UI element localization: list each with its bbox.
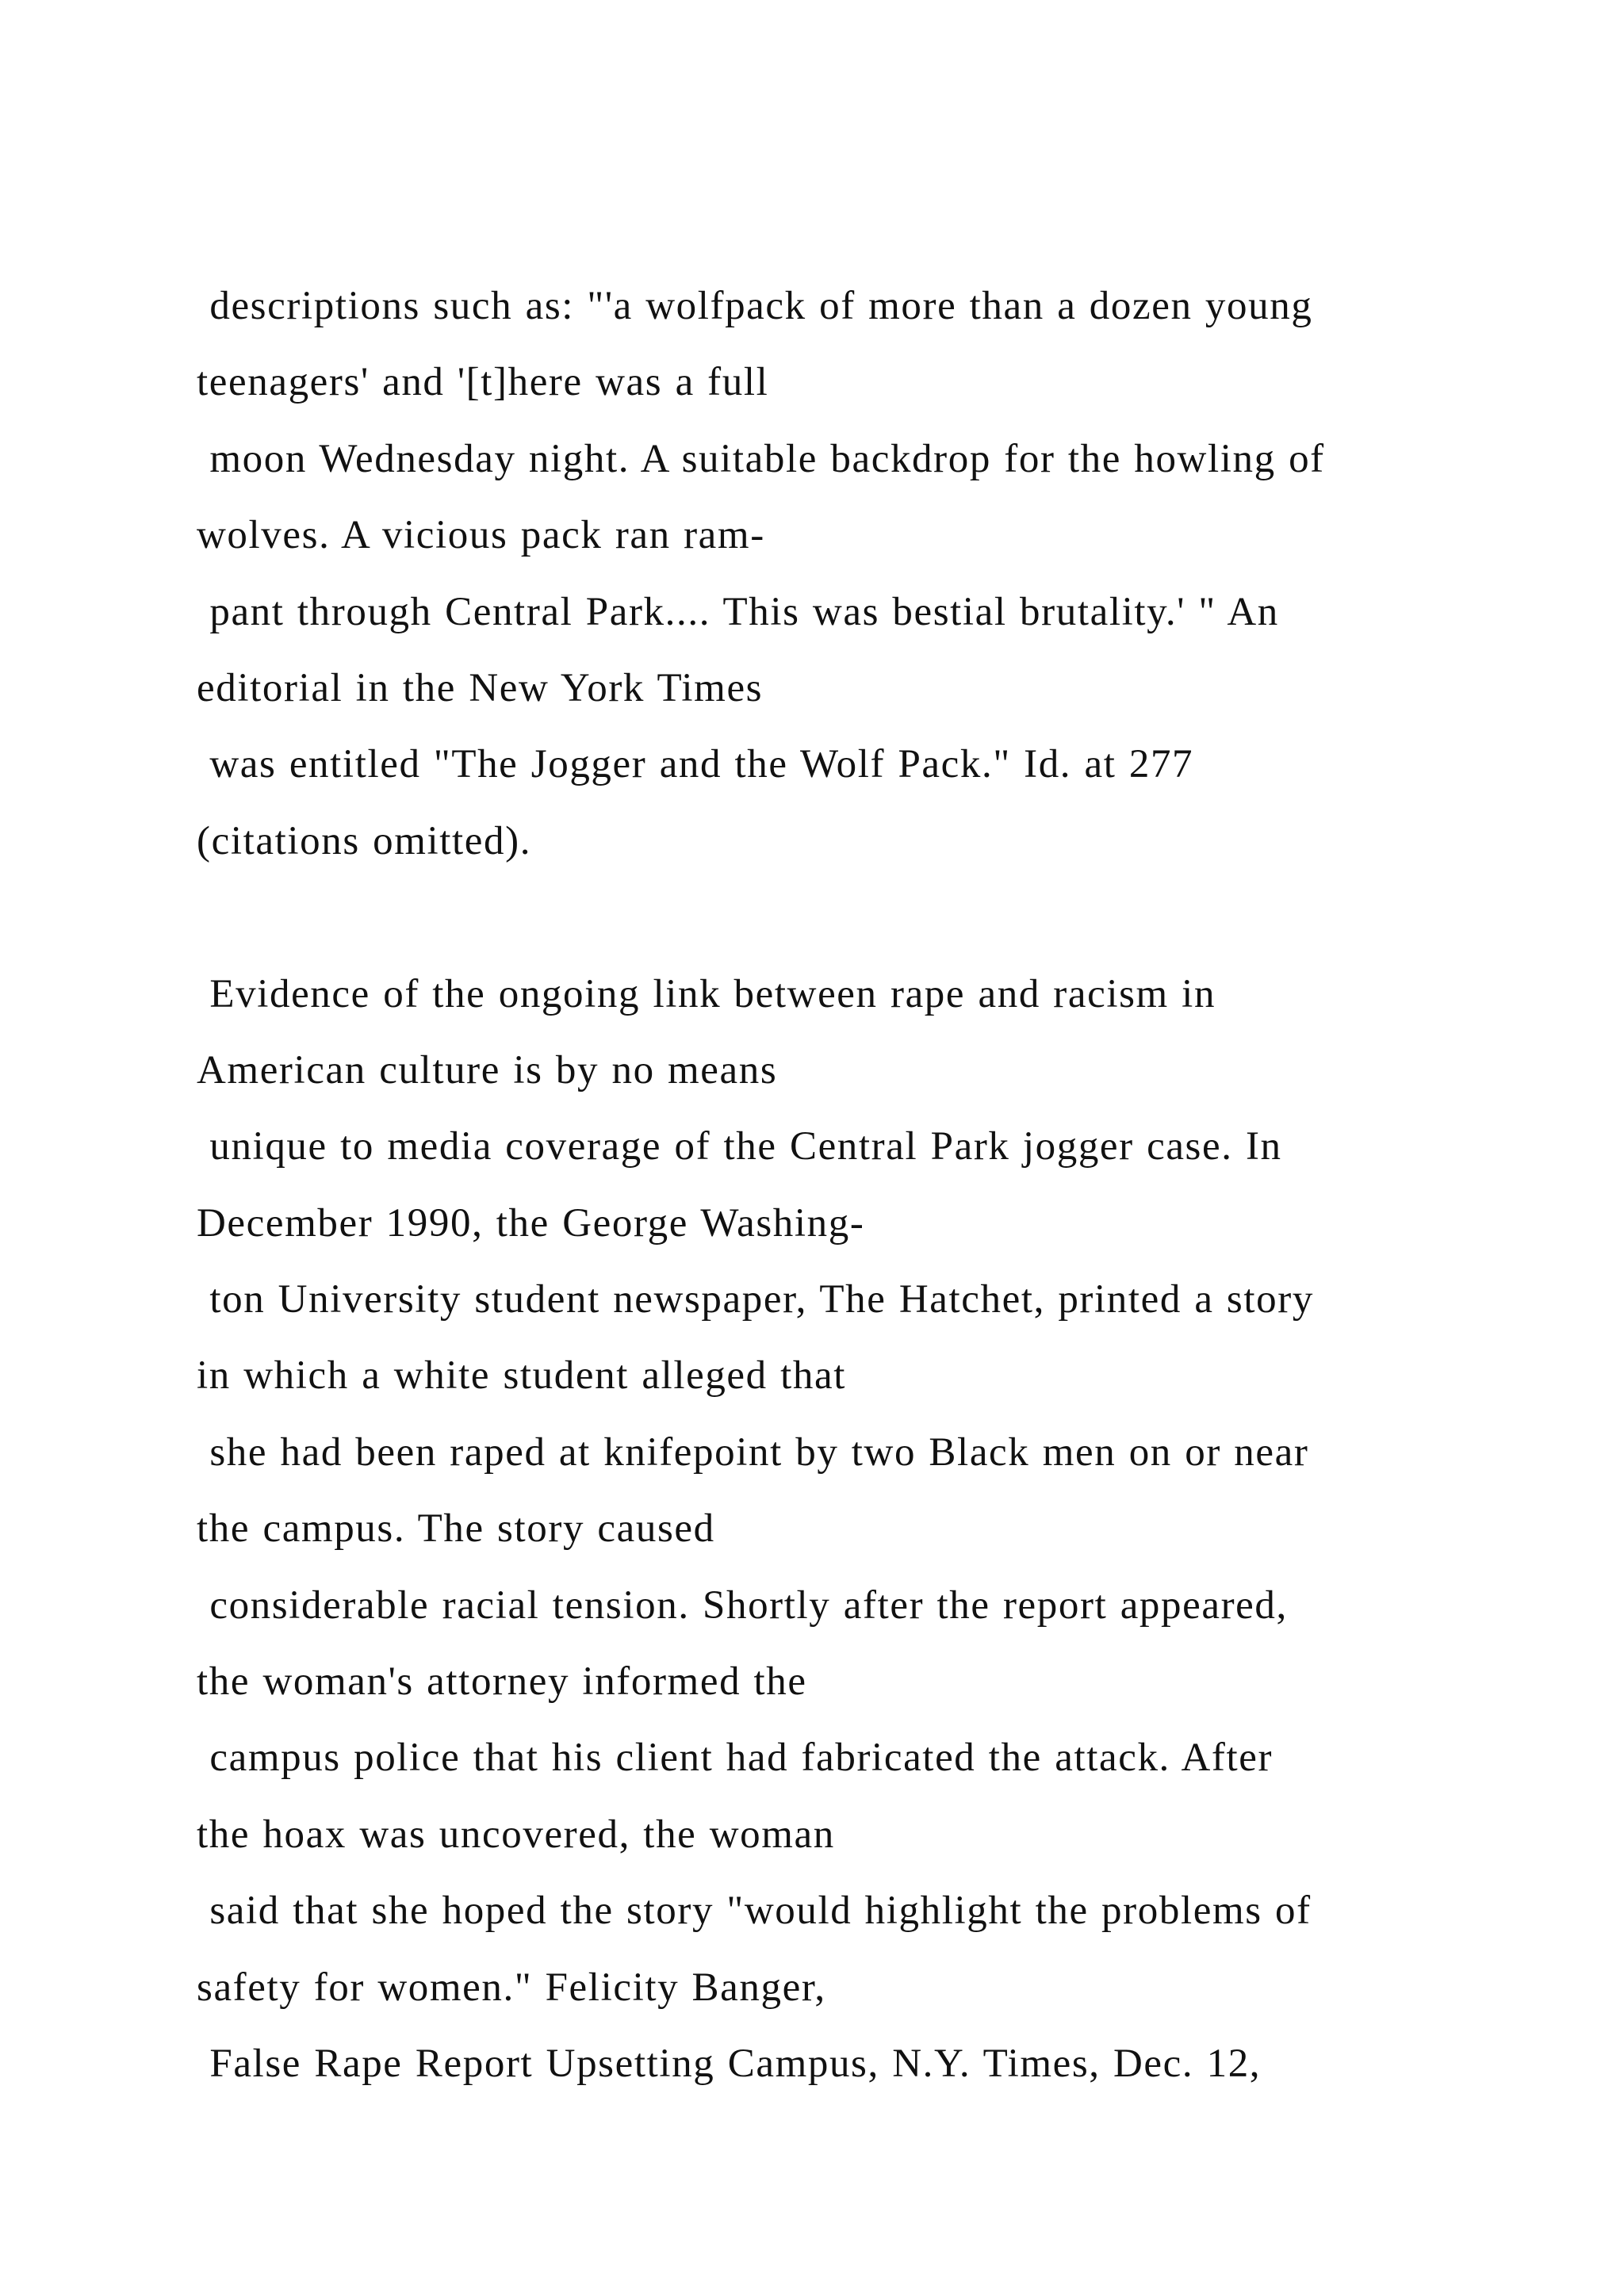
text-line: (citations omitted). [197,818,532,863]
text-line: ton University student newspaper, The Hatchet, printed a story [197,1277,1314,1322]
text-line: considerable racial tension. Shortly after the report appeared, [197,1582,1288,1628]
text-line: she had been raped at knifepoint by two Black men on or near [197,1429,1309,1475]
text-line: was entitled "The Jogger and the Wolf Pack." Id. at 277 [197,742,1194,787]
text-line: pant through Central Park.... This was bestial brutality.' " An [197,589,1279,634]
text-line: moon Wednesday night. A suitable backdrop for the howling of [197,436,1325,481]
text-line: the woman's attorney informed the [197,1659,807,1705]
text-line: Evidence of the ongoing link between rape and racism in [197,971,1216,1016]
text-line: said that she hoped the story "would highlight the problems of [197,1888,1312,1934]
text-line: American culture is by no means [197,1047,778,1093]
text-line: descriptions such as: "'a wolfpack of more than a dozen young [197,284,1313,328]
body-text [197,268,1529,2102]
text-line: in which a white student alleged that [197,1353,846,1399]
text-line: False Rape Report Upsetting Campus, N.Y. Times, Dec. 12, [197,2041,1262,2086]
text-line: the campus. The story caused [197,1506,715,1552]
text-line: campus police that his client had fabricated the attack. After [197,1735,1274,1781]
text-line: the hoax was uncovered, the woman [197,1812,835,1857]
text-line: wolves. A vicious pack ran ram- [197,513,765,558]
text-line: safety for women." Felicity Banger, [197,1965,826,2010]
text-line: unique to media coverage of the Central Park jogger case. In [197,1124,1282,1169]
text-line: editorial in the New York Times [197,665,764,710]
text-line: teenagers' and '[t]here was a full [197,360,769,405]
paragraph-break [197,879,1529,955]
text-line: December 1990, the George Washing- [197,1200,865,1246]
